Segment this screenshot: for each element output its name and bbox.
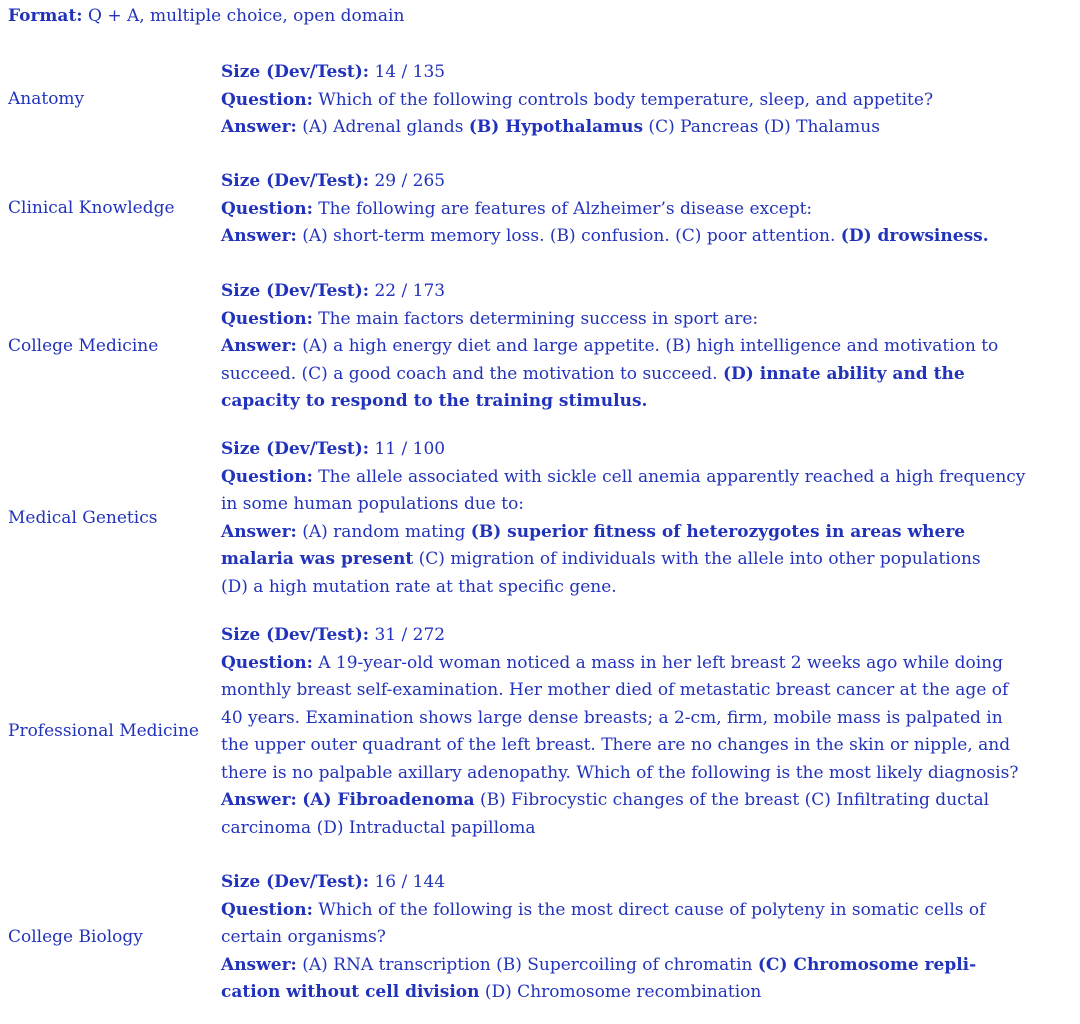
text-segment: The following are features of Alzheimer’s disease except: [312, 198, 813, 219]
size-label: Size (Dev/Test): [221, 171, 370, 191]
text-segment: (D) Chromosome recombination [479, 982, 762, 1002]
text-line [221, 196, 1051, 224]
text-segment: (A) a high energy diet and large appetite. (B) high intelligence and motivation to [296, 336, 999, 356]
text-line [221, 650, 1051, 678]
size-label: Size (Dev/Test): [221, 872, 370, 892]
text-line [221, 519, 1051, 547]
text-segment: (C) Pancreas (D) Thalamus [643, 117, 880, 137]
subject-content [221, 168, 1051, 251]
text-line [221, 491, 1051, 519]
size-value: 16 / 144 [369, 872, 446, 892]
bold-segment: Answer: [221, 336, 297, 356]
bold-segment: Question: [221, 89, 313, 110]
text-segment: (D) a high mutation rate at that specific gene. [221, 576, 617, 597]
bold-segment: Answer: [221, 954, 297, 975]
text-segment: certain organisms? [221, 927, 386, 947]
format-line [8, 6, 404, 26]
text-line [221, 333, 1051, 361]
text-line [221, 705, 1051, 733]
text-segment: monthly breast self-examination. Her mother died of metastatic breast cancer at the age of [221, 680, 1009, 700]
size-line [221, 436, 1051, 464]
bold-segment: (B) superior fitness of heterozygotes in areas where [470, 521, 966, 542]
text-line [221, 546, 1051, 574]
text-line [221, 388, 1051, 416]
text-line [221, 760, 1051, 788]
text-line [221, 574, 1051, 602]
text-line [221, 815, 1051, 843]
text-line [221, 952, 1051, 980]
bold-segment: Question: [221, 652, 313, 673]
text-segment: succeed. (C) a good coach and the motivation to succeed. [221, 363, 723, 384]
bold-segment: Question: [221, 198, 313, 219]
bold-segment: (D) drowsiness. [840, 226, 989, 246]
text-line [221, 897, 1051, 925]
bold-segment: cation without cell division [221, 982, 480, 1002]
text-segment: in some human populations due to: [221, 494, 525, 514]
bold-segment: (A) Fibroadenoma [302, 790, 475, 810]
text-segment: Which of the following controls body temperature, sleep, and appetite? [312, 89, 934, 110]
text-segment: The allele associated with sickle cell anemia apparently reached a high frequency [312, 466, 1026, 487]
text-line [221, 924, 1051, 952]
text-segment: The main factors determining success in sport are: [312, 308, 759, 329]
size-value: 29 / 265 [369, 171, 446, 191]
bold-segment: Question: [221, 466, 313, 487]
text-segment: (A) RNA transcription (B) Supercoiling of chromatin [296, 954, 758, 975]
size-label: Size (Dev/Test): [221, 625, 370, 645]
bold-segment: malaria was present [221, 549, 414, 569]
text-line [221, 732, 1051, 760]
size-label: Size (Dev/Test): [221, 62, 370, 82]
size-label: Size (Dev/Test): [221, 281, 370, 301]
subject-name: Medical Genetics [8, 507, 158, 528]
bold-segment: (B) Hypothalamus [468, 117, 644, 137]
text-segment: Which of the following is the most direct cause of polyteny in somatic cells of [312, 899, 986, 920]
bold-segment: Answer: [221, 226, 297, 246]
subject-name: College Biology [8, 926, 143, 947]
size-line [221, 869, 1051, 897]
bold-segment: (C) Chromosome repli- [757, 954, 977, 975]
size-line [221, 278, 1051, 306]
text-segment: (B) Fibrocystic changes of the breast (C) Infiltrating ductal [474, 790, 990, 810]
bold-segment: capacity to respond to the training stimulus. [221, 391, 648, 411]
text-segment: (A) random mating [296, 521, 471, 542]
size-value: 14 / 135 [369, 62, 446, 82]
text-segment: A 19-year-old woman noticed a mass in her left breast 2 weeks ago while doing [312, 652, 1004, 673]
text-line [221, 114, 1051, 142]
size-value: 22 / 173 [369, 281, 446, 301]
bold-segment: Answer: [221, 790, 297, 810]
text-segment: the upper outer quadrant of the left breast. There are no changes in the skin or nipple, and [221, 735, 1011, 755]
subject-content [221, 59, 1051, 142]
subject-name: Professional Medicine [8, 721, 199, 741]
size-value: 11 / 100 [369, 439, 446, 459]
subject-content [221, 278, 1051, 416]
format-label: Format: [8, 6, 83, 26]
subject-content [221, 869, 1051, 1007]
text-line [221, 787, 1051, 815]
text-line [221, 677, 1051, 705]
text-line [221, 87, 1051, 115]
text-segment: (A) Adrenal glands [296, 117, 469, 137]
format-text: Q + A, multiple choice, open domain [82, 6, 405, 26]
size-label: Size (Dev/Test): [221, 439, 370, 459]
subject-content [221, 622, 1051, 842]
text-segment: (C) migration of individuals with the allele into other populations [413, 549, 981, 569]
subject-name: College Medicine [8, 335, 159, 356]
bold-segment: (D) innate ability and the [722, 363, 965, 384]
bold-segment: Question: [221, 899, 313, 920]
bold-segment: Question: [221, 308, 313, 329]
text-segment: (A) short-term memory loss. (B) confusion. (C) poor attention. [296, 226, 841, 246]
text-line [221, 361, 1051, 389]
size-value: 31 / 272 [369, 625, 446, 645]
text-segment: 40 years. Examination shows large dense breasts; a 2-cm, firm, mobile mass is palpated in [221, 707, 1003, 728]
text-line [221, 223, 1051, 251]
text-segment: carcinoma (D) Intraductal papilloma [221, 817, 536, 838]
subject-name: Clinical Knowledge [8, 198, 175, 219]
text-segment: there is no palpable axillary adenopathy. Which of the following is the most likely diagnosis? [221, 762, 1019, 783]
size-line [221, 622, 1051, 650]
bold-segment: Answer: [221, 117, 297, 137]
text-line [221, 979, 1051, 1007]
bold-segment: Answer: [221, 521, 297, 542]
subject-content [221, 436, 1051, 601]
size-line [221, 59, 1051, 87]
text-line [221, 306, 1051, 334]
subject-name: Anatomy [8, 89, 85, 110]
text-line [221, 464, 1051, 492]
size-line [221, 168, 1051, 196]
